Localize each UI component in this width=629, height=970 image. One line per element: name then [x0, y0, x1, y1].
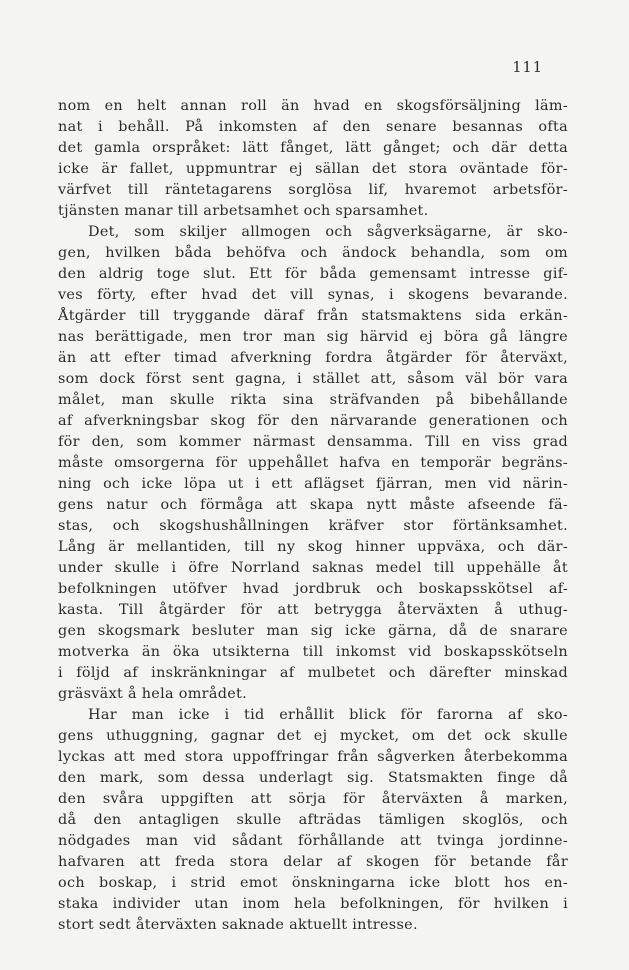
text-line: för den, som kommer närmast densamma. Till en viss grad — [58, 434, 568, 450]
text-line: det gamla orspråket: lätt fånget, lätt gånget; och där detta — [58, 140, 568, 156]
text-line: den svåra uppgiften att sörja för återväxten å marken, — [58, 791, 568, 807]
text-line: icke är fallet, uppmuntrar ej sällan det stora oväntade för- — [58, 161, 568, 177]
text-line: ning och icke löpa ut i ett aflägset fjärran, men vid närin- — [58, 476, 568, 492]
text-line: då den antagligen skulle afträdas tämligen skoglös, och — [58, 812, 568, 828]
text-line: gen skogsmark besluter man sig icke gärna, då de snarare — [58, 623, 568, 639]
text-line: stas, och skogshushållningen kräfver stor förtänksamhet. — [58, 518, 568, 534]
text-line: Det, som skiljer allmogen och sågverksägarne, är sko- — [88, 224, 568, 240]
text-line: lyckas att med stora uppoffringar från sågverken återbekomma — [58, 749, 568, 765]
text-line: nom en helt annan roll än hvad en skogsförsäljning läm- — [58, 98, 568, 114]
text-line: den mark, som dessa underlagt sig. Statsmakten finge då — [58, 770, 568, 786]
text-line: af afverkningsbar skog för den närvarande generationen och — [58, 413, 568, 429]
page-number: 111 — [512, 60, 543, 76]
text-line: gens uthuggning, gagnar det ej mycket, om det ock skulle — [58, 728, 568, 744]
paragraph — [58, 222, 568, 705]
text-line: kasta. Till åtgärder för att betrygga återväxten å uthug- — [58, 602, 568, 618]
text-line: nat i behåll. På inkomsten af den senare besannas ofta — [58, 119, 568, 135]
paragraph — [58, 705, 568, 936]
text-line: under skulle i öfre Norrland saknas medel till uppehälle åt — [58, 560, 568, 576]
text-line: staka individer utan inom hela befolkningen, för hvilken i — [58, 896, 568, 912]
text-line: och boskap, i strid emot önskningarna icke blott hos en- — [58, 875, 568, 891]
text-line: nödgades man vid sådant förhållande att tvinga jordinne- — [58, 833, 568, 849]
text-line: i följd af inskränkningar af mulbetet och därefter minskad — [58, 665, 568, 681]
text-line: Har man icke i tid erhållit blick för farorna af sko- — [88, 707, 568, 723]
text-line: gräsväxt å hela området. — [58, 686, 247, 702]
body-text — [58, 96, 568, 936]
text-line: befolkningen utöfver hvad jordbruk och boskapsskötsel af- — [58, 581, 568, 597]
text-line: värfvet till räntetagarens sorglösa lif, hvaremot arbetsför- — [58, 182, 568, 198]
text-line: målet, man skulle rikta sina sträfvanden på bibehållande — [58, 392, 568, 408]
text-line: motverka än öka utsikterna till inkomst vid boskapsskötseln — [58, 644, 568, 660]
paragraph — [58, 96, 568, 222]
text-line: hafvaren att freda stora delar af skogen för betande får — [58, 854, 568, 870]
text-line: gen, hvilken båda behöfva och ändock behandla, som om — [58, 245, 568, 261]
text-line: stort sedt återväxten saknade aktuellt intresse. — [58, 917, 418, 933]
text-line: gens natur och förmåga att skapa nytt måste afseende fä- — [58, 497, 568, 513]
text-line: än att efter timad afverkning fordra åtgärder för återväxt, — [58, 350, 568, 366]
text-line: ves förty, efter hvad det vill synas, i skogens bevarande. — [58, 287, 568, 303]
text-line: den aldrig toge slut. Ett för båda gemensamt intresse gif- — [58, 266, 568, 282]
text-line: som dock först sent gagna, i stället att, såsom väl bör vara — [58, 371, 568, 387]
text-line: tjänsten manar till arbetsamhet och sparsamhet. — [58, 203, 429, 219]
text-line: Åtgärder till tryggande däraf från statsmaktens sida erkän- — [58, 308, 568, 324]
text-line: Lång är mellantiden, till ny skog hinner uppväxa, och där- — [58, 539, 568, 555]
text-line: nas berättigade, men tror man sig härvid ej böra gå längre — [58, 329, 568, 345]
text-line: måste omsorgerna för uppehållet hafva en temporär begräns- — [58, 455, 568, 471]
